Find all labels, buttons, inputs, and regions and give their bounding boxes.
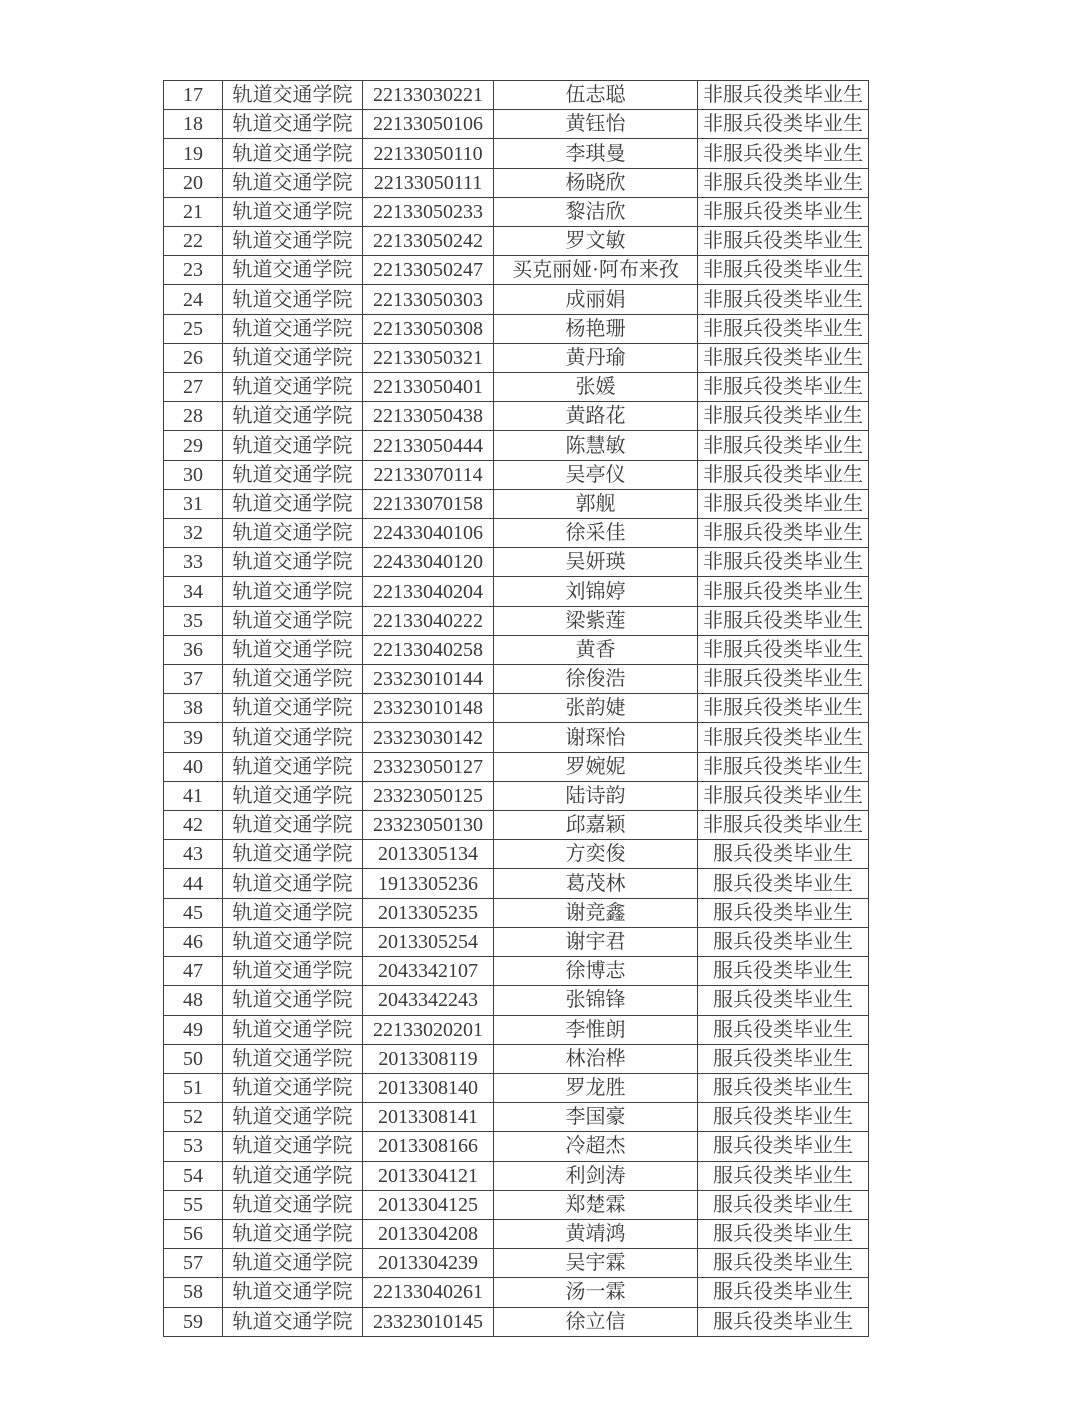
student-id-cell: 2013308166 <box>363 1132 494 1161</box>
roster-table-body <box>164 81 869 1337</box>
student-id-cell: 22133070158 <box>363 489 494 518</box>
student-id-cell: 22433040106 <box>363 519 494 548</box>
category-cell: 服兵役类毕业生 <box>698 1219 869 1248</box>
college-cell: 轨道交通学院 <box>223 314 363 343</box>
college-cell: 轨道交通学院 <box>223 1015 363 1044</box>
category-cell: 服兵役类毕业生 <box>698 957 869 986</box>
table-row <box>164 898 869 927</box>
table-row <box>164 577 869 606</box>
student-id-cell: 23323010148 <box>363 694 494 723</box>
category-cell: 服兵役类毕业生 <box>698 1044 869 1073</box>
row-number-cell: 43 <box>164 840 223 869</box>
row-number-cell: 33 <box>164 548 223 577</box>
student-name-cell: 郭舰 <box>494 489 698 518</box>
college-cell: 轨道交通学院 <box>223 752 363 781</box>
table-row <box>164 1161 869 1190</box>
student-id-cell: 22133050233 <box>363 197 494 226</box>
student-id-cell: 22133020201 <box>363 1015 494 1044</box>
graduate-roster-table <box>163 80 869 1337</box>
table-row <box>164 1073 869 1102</box>
table-row <box>164 665 869 694</box>
student-name-cell: 黄香 <box>494 635 698 664</box>
student-id-cell: 2043342243 <box>363 986 494 1015</box>
category-cell: 服兵役类毕业生 <box>698 1190 869 1219</box>
category-cell: 服兵役类毕业生 <box>698 1132 869 1161</box>
student-id-cell: 22133050321 <box>363 343 494 372</box>
college-cell: 轨道交通学院 <box>223 81 363 110</box>
table-row <box>164 752 869 781</box>
student-id-cell: 22133040258 <box>363 635 494 664</box>
college-cell: 轨道交通学院 <box>223 986 363 1015</box>
table-row <box>164 1132 869 1161</box>
table-row <box>164 1307 869 1336</box>
category-cell: 非服兵役类毕业生 <box>698 665 869 694</box>
row-number-cell: 28 <box>164 402 223 431</box>
college-cell: 轨道交通学院 <box>223 957 363 986</box>
row-number-cell: 56 <box>164 1219 223 1248</box>
category-cell: 非服兵役类毕业生 <box>698 460 869 489</box>
student-name-cell: 郑楚霖 <box>494 1190 698 1219</box>
category-cell: 服兵役类毕业生 <box>698 1249 869 1278</box>
student-id-cell: 22133030221 <box>363 81 494 110</box>
row-number-cell: 52 <box>164 1103 223 1132</box>
college-cell: 轨道交通学院 <box>223 840 363 869</box>
table-row <box>164 519 869 548</box>
row-number-cell: 19 <box>164 139 223 168</box>
row-number-cell: 32 <box>164 519 223 548</box>
college-cell: 轨道交通学院 <box>223 606 363 635</box>
student-name-cell: 陈慧敏 <box>494 431 698 460</box>
row-number-cell: 34 <box>164 577 223 606</box>
table-row <box>164 548 869 577</box>
category-cell: 非服兵役类毕业生 <box>698 606 869 635</box>
category-cell: 非服兵役类毕业生 <box>698 314 869 343</box>
student-id-cell: 2013308140 <box>363 1073 494 1102</box>
category-cell: 非服兵役类毕业生 <box>698 431 869 460</box>
category-cell: 非服兵役类毕业生 <box>698 256 869 285</box>
student-name-cell: 罗文敏 <box>494 227 698 256</box>
row-number-cell: 40 <box>164 752 223 781</box>
row-number-cell: 49 <box>164 1015 223 1044</box>
row-number-cell: 55 <box>164 1190 223 1219</box>
college-cell: 轨道交通学院 <box>223 811 363 840</box>
table-row <box>164 840 869 869</box>
category-cell: 非服兵役类毕业生 <box>698 489 869 518</box>
table-row <box>164 343 869 372</box>
category-cell: 非服兵役类毕业生 <box>698 694 869 723</box>
table-row <box>164 635 869 664</box>
category-cell: 服兵役类毕业生 <box>698 986 869 1015</box>
college-cell: 轨道交通学院 <box>223 1132 363 1161</box>
category-cell: 非服兵役类毕业生 <box>698 168 869 197</box>
row-number-cell: 23 <box>164 256 223 285</box>
student-name-cell: 冷超杰 <box>494 1132 698 1161</box>
category-cell: 非服兵役类毕业生 <box>698 548 869 577</box>
table-row <box>164 373 869 402</box>
college-cell: 轨道交通学院 <box>223 898 363 927</box>
student-id-cell: 22133050111 <box>363 168 494 197</box>
college-cell: 轨道交通学院 <box>223 548 363 577</box>
table-row <box>164 81 869 110</box>
student-name-cell: 李琪曼 <box>494 139 698 168</box>
student-id-cell: 22133070114 <box>363 460 494 489</box>
college-cell: 轨道交通学院 <box>223 665 363 694</box>
student-id-cell: 22133050242 <box>363 227 494 256</box>
table-row <box>164 1015 869 1044</box>
category-cell: 服兵役类毕业生 <box>698 1161 869 1190</box>
row-number-cell: 42 <box>164 811 223 840</box>
table-row <box>164 1103 869 1132</box>
student-id-cell: 2013304121 <box>363 1161 494 1190</box>
student-id-cell: 1913305236 <box>363 869 494 898</box>
student-id-cell: 2013304125 <box>363 1190 494 1219</box>
table-row <box>164 139 869 168</box>
student-id-cell: 2013305134 <box>363 840 494 869</box>
college-cell: 轨道交通学院 <box>223 577 363 606</box>
college-cell: 轨道交通学院 <box>223 519 363 548</box>
category-cell: 服兵役类毕业生 <box>698 927 869 956</box>
table-row <box>164 1044 869 1073</box>
table-row <box>164 694 869 723</box>
table-row <box>164 431 869 460</box>
row-number-cell: 35 <box>164 606 223 635</box>
student-id-cell: 2043342107 <box>363 957 494 986</box>
student-id-cell: 23323050127 <box>363 752 494 781</box>
student-id-cell: 22133050110 <box>363 139 494 168</box>
row-number-cell: 45 <box>164 898 223 927</box>
row-number-cell: 39 <box>164 723 223 752</box>
student-name-cell: 刘锦婷 <box>494 577 698 606</box>
college-cell: 轨道交通学院 <box>223 1249 363 1278</box>
student-name-cell: 张媛 <box>494 373 698 402</box>
student-id-cell: 23323010145 <box>363 1307 494 1336</box>
row-number-cell: 46 <box>164 927 223 956</box>
row-number-cell: 37 <box>164 665 223 694</box>
category-cell: 非服兵役类毕业生 <box>698 285 869 314</box>
category-cell: 非服兵役类毕业生 <box>698 752 869 781</box>
college-cell: 轨道交通学院 <box>223 781 363 810</box>
college-cell: 轨道交通学院 <box>223 402 363 431</box>
table-row <box>164 1190 869 1219</box>
table-row <box>164 1278 869 1307</box>
student-name-cell: 黄钰怡 <box>494 110 698 139</box>
table-row <box>164 197 869 226</box>
college-cell: 轨道交通学院 <box>223 227 363 256</box>
student-name-cell: 邱嘉颖 <box>494 811 698 840</box>
college-cell: 轨道交通学院 <box>223 373 363 402</box>
student-name-cell: 葛茂林 <box>494 869 698 898</box>
row-number-cell: 27 <box>164 373 223 402</box>
student-id-cell: 23323050125 <box>363 781 494 810</box>
college-cell: 轨道交通学院 <box>223 1103 363 1132</box>
student-id-cell: 22133050303 <box>363 285 494 314</box>
category-cell: 服兵役类毕业生 <box>698 1278 869 1307</box>
table-row <box>164 927 869 956</box>
row-number-cell: 21 <box>164 197 223 226</box>
student-name-cell: 黎洁欣 <box>494 197 698 226</box>
row-number-cell: 53 <box>164 1132 223 1161</box>
college-cell: 轨道交通学院 <box>223 1278 363 1307</box>
college-cell: 轨道交通学院 <box>223 869 363 898</box>
student-id-cell: 2013308141 <box>363 1103 494 1132</box>
category-cell: 非服兵役类毕业生 <box>698 781 869 810</box>
student-name-cell: 黄路花 <box>494 402 698 431</box>
table-row <box>164 489 869 518</box>
college-cell: 轨道交通学院 <box>223 197 363 226</box>
college-cell: 轨道交通学院 <box>223 460 363 489</box>
college-cell: 轨道交通学院 <box>223 343 363 372</box>
row-number-cell: 30 <box>164 460 223 489</box>
category-cell: 非服兵役类毕业生 <box>698 577 869 606</box>
student-name-cell: 罗龙胜 <box>494 1073 698 1102</box>
category-cell: 非服兵役类毕业生 <box>698 402 869 431</box>
table-row <box>164 869 869 898</box>
college-cell: 轨道交通学院 <box>223 1219 363 1248</box>
college-cell: 轨道交通学院 <box>223 1044 363 1073</box>
row-number-cell: 48 <box>164 986 223 1015</box>
row-number-cell: 25 <box>164 314 223 343</box>
student-id-cell: 23323030142 <box>363 723 494 752</box>
student-name-cell: 梁紫莲 <box>494 606 698 635</box>
table-row <box>164 957 869 986</box>
student-name-cell: 谢琛怡 <box>494 723 698 752</box>
student-name-cell: 谢宇君 <box>494 927 698 956</box>
college-cell: 轨道交通学院 <box>223 927 363 956</box>
row-number-cell: 36 <box>164 635 223 664</box>
student-id-cell: 2013304208 <box>363 1219 494 1248</box>
table-row <box>164 1219 869 1248</box>
student-name-cell: 利剑涛 <box>494 1161 698 1190</box>
student-name-cell: 谢竞鑫 <box>494 898 698 927</box>
table-row <box>164 285 869 314</box>
student-id-cell: 22133040261 <box>363 1278 494 1307</box>
student-id-cell: 22133050438 <box>363 402 494 431</box>
table-row <box>164 723 869 752</box>
category-cell: 服兵役类毕业生 <box>698 840 869 869</box>
row-number-cell: 29 <box>164 431 223 460</box>
student-name-cell: 李惟朗 <box>494 1015 698 1044</box>
row-number-cell: 44 <box>164 869 223 898</box>
row-number-cell: 50 <box>164 1044 223 1073</box>
college-cell: 轨道交通学院 <box>223 694 363 723</box>
student-name-cell: 林治桦 <box>494 1044 698 1073</box>
table-row <box>164 1249 869 1278</box>
category-cell: 服兵役类毕业生 <box>698 1103 869 1132</box>
row-number-cell: 51 <box>164 1073 223 1102</box>
category-cell: 服兵役类毕业生 <box>698 898 869 927</box>
category-cell: 非服兵役类毕业生 <box>698 227 869 256</box>
college-cell: 轨道交通学院 <box>223 1307 363 1336</box>
table-row <box>164 110 869 139</box>
student-id-cell: 22133050401 <box>363 373 494 402</box>
student-id-cell: 22133040222 <box>363 606 494 635</box>
table-row <box>164 986 869 1015</box>
student-name-cell: 杨艳珊 <box>494 314 698 343</box>
table-row <box>164 256 869 285</box>
student-name-cell: 徐博志 <box>494 957 698 986</box>
college-cell: 轨道交通学院 <box>223 1161 363 1190</box>
college-cell: 轨道交通学院 <box>223 489 363 518</box>
table-row <box>164 314 869 343</box>
table-row <box>164 402 869 431</box>
category-cell: 非服兵役类毕业生 <box>698 373 869 402</box>
college-cell: 轨道交通学院 <box>223 1190 363 1219</box>
student-id-cell: 2013305235 <box>363 898 494 927</box>
row-number-cell: 18 <box>164 110 223 139</box>
row-number-cell: 20 <box>164 168 223 197</box>
table-row <box>164 811 869 840</box>
student-id-cell: 22133050308 <box>363 314 494 343</box>
category-cell: 非服兵役类毕业生 <box>698 197 869 226</box>
student-name-cell: 杨晓欣 <box>494 168 698 197</box>
student-name-cell: 张锦锋 <box>494 986 698 1015</box>
category-cell: 服兵役类毕业生 <box>698 1307 869 1336</box>
row-number-cell: 24 <box>164 285 223 314</box>
student-name-cell: 成丽娟 <box>494 285 698 314</box>
row-number-cell: 58 <box>164 1278 223 1307</box>
student-name-cell: 黄靖鸿 <box>494 1219 698 1248</box>
college-cell: 轨道交通学院 <box>223 168 363 197</box>
row-number-cell: 26 <box>164 343 223 372</box>
student-name-cell: 吴亭仪 <box>494 460 698 489</box>
student-name-cell: 黄丹瑜 <box>494 343 698 372</box>
category-cell: 非服兵役类毕业生 <box>698 139 869 168</box>
category-cell: 服兵役类毕业生 <box>698 1015 869 1044</box>
student-id-cell: 22133050106 <box>363 110 494 139</box>
student-name-cell: 徐立信 <box>494 1307 698 1336</box>
category-cell: 非服兵役类毕业生 <box>698 110 869 139</box>
table-row <box>164 606 869 635</box>
table-row <box>164 168 869 197</box>
college-cell: 轨道交通学院 <box>223 635 363 664</box>
student-id-cell: 2013308119 <box>363 1044 494 1073</box>
category-cell: 服兵役类毕业生 <box>698 869 869 898</box>
category-cell: 非服兵役类毕业生 <box>698 723 869 752</box>
student-id-cell: 23323010144 <box>363 665 494 694</box>
student-name-cell: 伍志聪 <box>494 81 698 110</box>
college-cell: 轨道交通学院 <box>223 110 363 139</box>
student-id-cell: 22133050247 <box>363 256 494 285</box>
category-cell: 非服兵役类毕业生 <box>698 81 869 110</box>
student-name-cell: 徐采佳 <box>494 519 698 548</box>
student-id-cell: 22133050444 <box>363 431 494 460</box>
category-cell: 服兵役类毕业生 <box>698 1073 869 1102</box>
table-row <box>164 460 869 489</box>
student-name-cell: 张韵婕 <box>494 694 698 723</box>
college-cell: 轨道交通学院 <box>223 723 363 752</box>
row-number-cell: 57 <box>164 1249 223 1278</box>
student-name-cell: 徐俊浩 <box>494 665 698 694</box>
row-number-cell: 38 <box>164 694 223 723</box>
row-number-cell: 17 <box>164 81 223 110</box>
student-id-cell: 23323050130 <box>363 811 494 840</box>
row-number-cell: 59 <box>164 1307 223 1336</box>
row-number-cell: 47 <box>164 957 223 986</box>
college-cell: 轨道交通学院 <box>223 431 363 460</box>
category-cell: 非服兵役类毕业生 <box>698 811 869 840</box>
college-cell: 轨道交通学院 <box>223 1073 363 1102</box>
table-row <box>164 227 869 256</box>
student-name-cell: 陆诗韵 <box>494 781 698 810</box>
student-name-cell: 方奕俊 <box>494 840 698 869</box>
student-id-cell: 2013304239 <box>363 1249 494 1278</box>
college-cell: 轨道交通学院 <box>223 285 363 314</box>
table-row <box>164 781 869 810</box>
student-name-cell: 买克丽娅·阿布来孜 <box>494 256 698 285</box>
row-number-cell: 54 <box>164 1161 223 1190</box>
student-name-cell: 汤一霖 <box>494 1278 698 1307</box>
row-number-cell: 41 <box>164 781 223 810</box>
student-id-cell: 22133040204 <box>363 577 494 606</box>
row-number-cell: 31 <box>164 489 223 518</box>
student-name-cell: 吴妍瑛 <box>494 548 698 577</box>
student-name-cell: 罗婉妮 <box>494 752 698 781</box>
category-cell: 非服兵役类毕业生 <box>698 519 869 548</box>
student-name-cell: 李国豪 <box>494 1103 698 1132</box>
student-id-cell: 22433040120 <box>363 548 494 577</box>
college-cell: 轨道交通学院 <box>223 256 363 285</box>
row-number-cell: 22 <box>164 227 223 256</box>
student-id-cell: 2013305254 <box>363 927 494 956</box>
category-cell: 非服兵役类毕业生 <box>698 343 869 372</box>
college-cell: 轨道交通学院 <box>223 139 363 168</box>
student-name-cell: 吴宇霖 <box>494 1249 698 1278</box>
category-cell: 非服兵役类毕业生 <box>698 635 869 664</box>
